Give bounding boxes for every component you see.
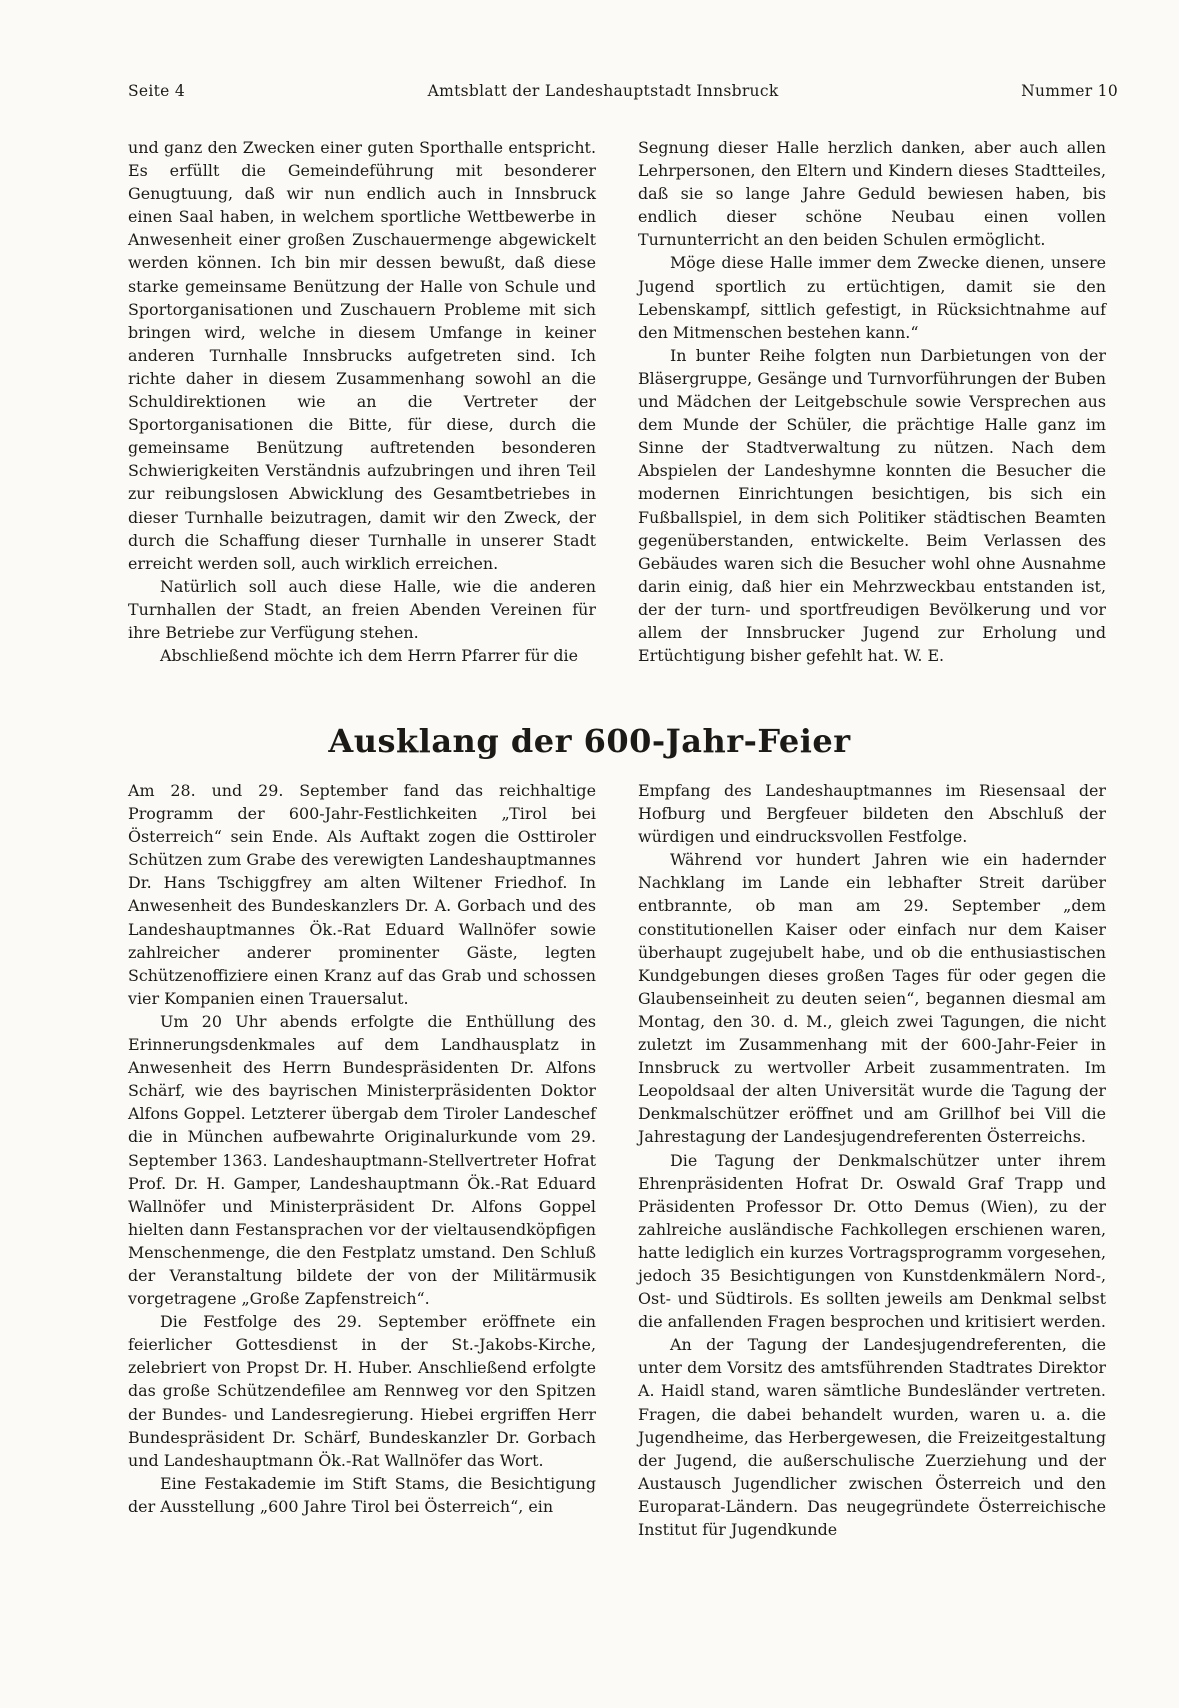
paragraph: Am 28. und 29. September fand das reichhaltige Programm der 600-Jahr-Festlichkeiten „Tirol bei Österreich“ sein Ende. Als Auftakt zogen die Osttiroler Schützen zum Grabe des verewigten Landeshauptmannes Dr. Hans Tschiggfrey am alten Wiltener Friedhof. In Anwesenheit des Bundeskanzlers Dr. A. Gorbach und des Landeshauptmannes Ök.-Rat Eduard Wallnöfer sowie zahlreicher anderer prominenter Gäste, legten Schützenoffiziere einen Kranz auf das Grab und schossen vier Kompanien einen Trauersalut.	[128, 781, 596, 1008]
running-header	[128, 82, 1118, 100]
paragraph: Eine Festakademie im Stift Stams, die Besichtigung der Ausstellung „600 Jahre Tirol bei Österreich“, ein	[128, 1473, 596, 1516]
paragraph: In bunter Reihe folgten nun Darbietungen von der Bläsergruppe, Gesänge und Turnvorführungen der Buben und Mädchen der Leitgebschule sowie Versprechen aus dem Munde der Schüler, die prächtige Halle ganz im Sinne der Stadtverwaltung zu nützen. Nach dem Abspielen der Landeshymne konnten die Besucher die modernen Einrichtungen besichtigen, bis sich ein Fußballspiel, in dem sich Politiker städtischen Beamten gegenüberstanden, entwickelte. Beim Verlassen des Gebäudes waren sich die Besucher wohl ohne Ausnahme darin einig, daß hier ein Mehrzweckbau entstanden ist, der der turn- und sportfreudigen Bevölkerung und vor allem der Innsbrucker Jugend zur Erholung und Ertüchtigung bisher gefehlt hat. W. E.	[638, 345, 1106, 666]
paragraph: Möge diese Halle immer dem Zwecke dienen, unsere Jugend sportlich zu ertüchtigen, damit sie den Lebenskampf, sittlich gefestigt, in Rücksichtnahme auf den Mitmenschen bestehen kann.“	[638, 253, 1106, 342]
paragraph: Segnung dieser Halle herzlich danken, aber auch allen Lehrpersonen, den Eltern und Kindern dieses Stadtteiles, daß sie so lange Jahre Geduld bewiesen haben, bis endlich dieser schöne Neubau einen vollen Turnunterricht an den beiden Schulen ermöglicht.	[638, 138, 1106, 250]
page-number: Seite 4	[128, 82, 186, 100]
paragraph: Empfang des Landeshauptmannes im Riesensaal der Hofburg und Bergfeuer bildeten den Abschluß der würdigen und eindrucksvollen Festfolge.	[638, 781, 1106, 847]
paragraph: Abschließend möchte ich dem Herrn Pfarrer für die	[160, 646, 579, 666]
paragraph: An der Tagung der Landesjugendreferenten, die unter dem Vorsitz des amtsführenden Stadtrates Direktor A. Haidl stand, waren sämtliche Bundesländer vertreten. Fragen, die dabei behandelt wurden, waren u. a. die Jugendheime, das Herbergewesen, die Freizeitgestaltung der Jugend, die außerschulische Zuerziehung und der Austausch Jugendlicher zwischen Österreich und den Europarat-Ländern. Das neugegründete Österreichische Institut für Jugendkunde	[638, 1335, 1106, 1539]
article-headline: Ausklang der 600-Jahr-Feier	[328, 722, 851, 760]
publication-title: Amtsblatt der Landeshauptstadt Innsbruck	[427, 82, 779, 100]
paragraph: Die Festfolge des 29. September eröffnete ein feierlicher Gottesdienst in der St.-Jakobs-Kirche, zelebriert von Propst Dr. H. Huber. Anschließend erfolgte das große Schützendefilee am Rennweg vor den Spitzen der Bundes- und Landesregierung. Hiebei ergriffen Herr Bundespräsident Dr. Schärf, Bundeskanzler Dr. Gorbach und Landeshauptmann Ök.-Rat Wallnöfer das Wort.	[128, 1312, 596, 1470]
column-top-right	[638, 136, 1106, 667]
paragraph: Die Tagung der Denkmalschützer unter ihrem Ehrenpräsidenten Hofrat Dr. Oswald Graf Trapp und Präsidenten Professor Dr. Otto Demus (Wien), zu der zahlreiche ausländische Fachkollegen erschienen waren, hatte lediglich ein kurzes Vortragsprogramm vorgesehen, jedoch 35 Besichtigungen von Kunstdenkmälern Nord-, Ost- und Südtirols. Es sollten jeweils am Denkmal selbst die anfallenden Fragen besprochen und kritisiert werden.	[638, 1150, 1106, 1332]
paragraph: Um 20 Uhr abends erfolgte die Enthüllung des Erinnerungsdenkmales auf dem Landhausplatz in Anwesenheit des Herrn Bundespräsidenten Dr. Alfons Schärf, wie des bayrischen Ministerpräsidenten Doktor Alfons Goppel. Letzterer übergab dem Tiroler Landeschef die in München aufbewahrte Originalurkunde vom 29. September 1363. Landeshauptmann-Stellvertreter Hofrat Prof. Dr. H. Gamper, Landeshauptmann Ök.-Rat Eduard Wallnöfer und Ministerpräsident Dr. Alfons Goppel hielten dann Festansprachen vor der vieltausendköpfigen Menschenmenge, die den Festplatz umstand. Den Schluß der Veranstaltung bildete der von der Militärmusik vorgetragene „Große Zapfenstreich“.	[128, 1011, 596, 1309]
column-bottom-right	[638, 779, 1106, 1541]
paragraph: Natürlich soll auch diese Halle, wie die anderen Turnhallen der Stadt, an freien Abenden Vereinen für ihre Betriebe zur Verfügung stehen.	[128, 576, 596, 642]
paragraph: Während vor hundert Jahren wie ein hadernder Nachklang im Lande ein lebhafter Streit darüber entbrannte, ob man am 29. September „dem constitutionellen Kaiser oder einfach nur dem Kaiser überhaupt zugejubelt habe, und ob die enthusiastischen Kundgebungen dieses großen Tages für oder gegen die Glaubenseinheit zu deuten seien“, begannen diesmal am Montag, den 30. d. M., gleich zwei Tagungen, die nicht zuletzt im Zusammenhang mit der 600-Jahr-Feier in Innsbruck zu wertvoller Arbeit zusammentraten. Im Leopoldsaal der alten Universität wurde die Tagung der Denkmalschützer eröffnet und am Grillhof bei Vill die Jahrestagung der Landesjugendreferenten Österreichs.	[638, 850, 1106, 1147]
issue-number: Nummer 10	[1021, 82, 1118, 100]
column-top-left	[128, 136, 596, 667]
paragraph: und ganz den Zwecken einer guten Sporthalle entspricht. Es erfüllt die Gemeindeführung mit besonderer Genugtuung, daß wir nun endlich auch in Innsbruck einen Saal haben, in welchem sportliche Wettbewerbe in Anwesenheit einer großen Zuschauermenge abgewickelt werden können. Ich bin mir dessen bewußt, daß diese starke gemeinsame Benützung der Halle von Schule und Sportorganisationen und Zuschauern Probleme mit sich bringen wird, welche in diesem Umfange in keiner anderen Turnhalle Innsbrucks aufgetreten sind. Ich richte daher in diesem Zusammenhang sowohl an die Schuldirektionen wie an die Vertreter der Sportorganisationen die Bitte, für diese, durch die gemeinsame Benützung auftretenden besonderen Schwierigkeiten Verständnis aufzubringen und ihren Teil zur reibungslosen Abwicklung des Gesamtbetriebes in dieser Turnhalle beizutragen, damit wir den Zweck, der durch die Schaffung dieser Turnhalle in unserer Stadt erreicht werden soll, auch wirklich erreichen.	[128, 138, 596, 573]
column-bottom-left	[128, 779, 596, 1518]
